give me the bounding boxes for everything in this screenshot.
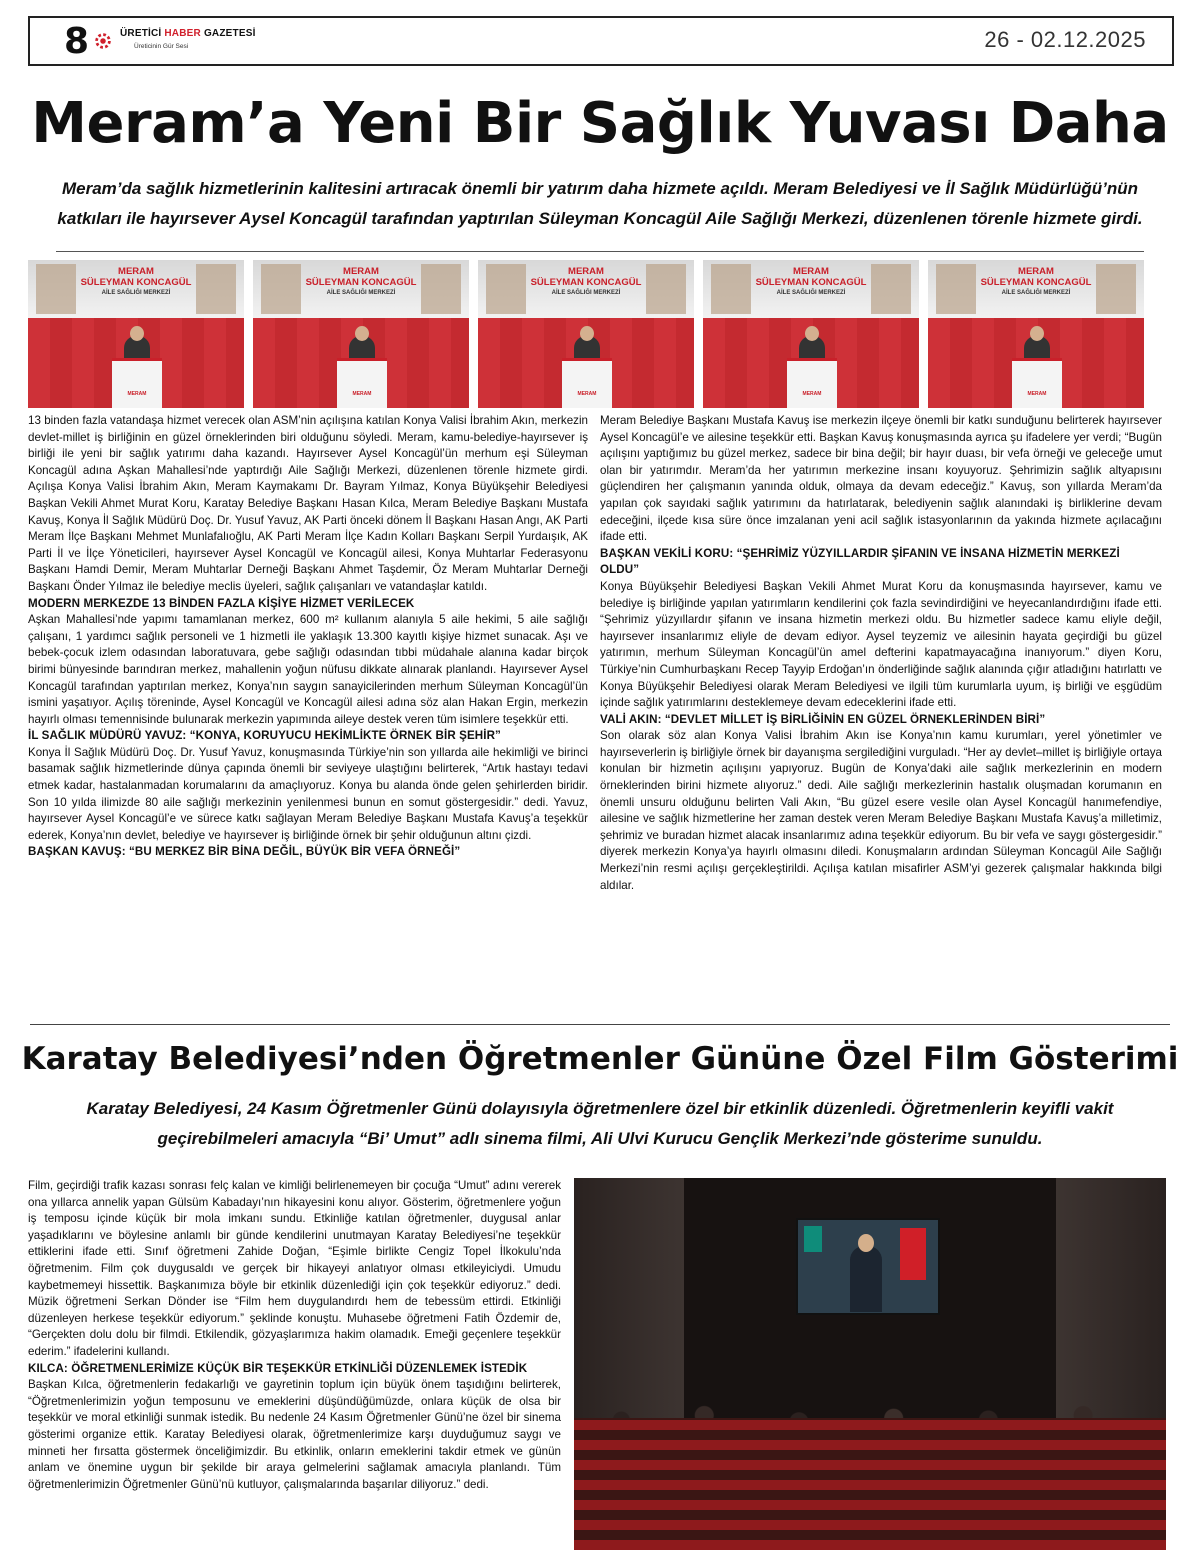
article2-deck-line1: Karatay Belediyesi, 24 Kasım Öğretmenler Günü dolayısıyla öğretmenlere özel bir etkinlik düzenledi. Öğretmenlerin keyifli vakit [86,1099,1114,1118]
ceremony-photo-5: MERAM SÜLEYMAN KONCAGÜL AİLE SAĞLIĞI MERKEZİ MERAM [928,260,1144,408]
subheading: VALİ AKIN: “DEVLET MİLLET İŞ BİRLİĞİNİN EN GÜZEL ÖRNEKLERİNDEN BİRİ” [600,712,1046,726]
cinema-screening-photo [574,1178,1166,1550]
article1-deck-line2: katkıları ile hayırsever Aysel Koncagül tarafından yaptırılan Süleyman Koncagül Aile Sağlığı Merkezi, düzenlenen törenle hizmete girdi. [57,209,1143,228]
photo-sign: MERAM SÜLEYMAN KONCAGÜL AİLE SAĞLIĞI MERKEZİ [80,266,192,296]
article1-headline: Meram’a Yeni Bir Sağlık Yuvası Daha [31,91,1169,156]
photo-sign: MERAM SÜLEYMAN KONCAGÜL AİLE SAĞLIĞI MERKEZİ [755,266,867,296]
subheading: İL SAĞLIK MÜDÜRÜ YAVUZ: “KONYA, KORUYUCU HEKİMLİKTE ÖRNEK BİR ŞEHİR” [28,729,501,743]
subheading: BAŞKAN VEKİLİ KORU: “ŞEHRİMİZ YÜZYILLARDIR ŞİFANIN VE İNSANA HİZMETİN MERKEZİ OLDU” [600,546,1120,577]
article2-deck [40,1094,1160,1154]
cinema-seats [574,1418,1166,1550]
subheading: BAŞKAN KAVUŞ: “BU MERKEZ BİR BİNA DEĞİL, BÜYÜK BİR VEFA ÖRNEĞİ” [28,845,461,859]
article1-deck-line1: Meram’da sağlık hizmetlerinin kalitesini artıracak önemli bir yatırım daha hizmete açıldı. Meram Belediyesi ve İl Sağlık Müdürlüğü’nün [61,179,1139,198]
article1-deck [40,174,1160,234]
paragraph: Konya İl Sağlık Müdürü Doç. Dr. Yusuf Yavuz, konuşmasında Türkiye’nin son yıllarda aile hekimliği ve birinci basamak sağlık hizmetlerinde dünya çapında önemli bir seviyeye ulaştığını belirterek, “Artık hastayı tedavi etmek kadar, hastalanmadan korumalarını da amaçlıyoruz. Konya bu alanda önde gelen şehirlerden biridir. Son 10 yılda ilimizde 80 aile sağlığı merkezinin yenilenmesi bunun en somut göstergesidir.” dedi. Yavuz, hayırsever Aysel Koncagül’e ve sürece katkı sağlayan Meram Belediye Başkanı Mustafa Kavuş’a teşekkür ederek, Konya’nın devlet, belediye ve hayırsever iş birliğinde örnek bir şehir olduğunun altını çizdi. [28,745,588,842]
ceremony-photo-1: MERAM SÜLEYMAN KONCAGÜL AİLE SAĞLIĞI MERKEZİ MERAM [28,260,244,408]
section-divider [30,1024,1170,1025]
logo-word-2: HABER [164,28,201,39]
paragraph: Meram Belediye Başkanı Mustafa Kavuş ise merkezin ilçeye önemli bir katkı sunduğunu belirterek hayırsever Aysel Koncagül’e ve ailesine teşekkür etti. Başkan Kavuş konuşmasında ayrıca şu ifadelere yer verdi; “Bugün açılışını yaptığımız bu güzel merkez, sadece bir bina değil; bir hayır duası, bir vefa örneği ve geleceğe umut olan bir yatırımdır. Meram’da her yatırımın merkezine insanı koyuyoruz. Şehrimizin sağlık altyapısını güçlendiren her çalışmanın yanında olduk, olmaya da devam edeceğiz.” Kavuş, son yıllarda Meram’da yapılan çok sayıdaki sağlık yatırımını da hatırlatarak, belediyenin sağlık alanındaki iş birliklerine devam edeceğini, ilçede kısa süre önce imzalanan yeni acil sağlık istasyonlarının da yakında hizmete açılacağını ifade etti. [600,414,1162,544]
divider [56,251,1144,252]
paragraph: Konya Büyükşehir Belediyesi Başkan Vekili Ahmet Murat Koru da konuşmasında hayırsever, kamu ve belediye iş birliğinde yapılan yatırımların kendilerini çok fazla sevindirdiğini ve heyecanlandırdığını ifade etti. “Şehrimiz yüzyıllardır şifanın ve insana hizmetin merkezi oldu. Bu hizmetler sadece kamu eliyle değil, hayırsever insanlarımız eliyle de devam ediyor. Aysel teyzemiz ve ailesinin hayata geçirdiği bu güzel yatırımın, merhum Süleyman Koncagül’ün amel defterini kapatmayacağına inanıyorum.” diyen Koru, Türkiye’nin Cumhurbaşkanı Recep Tayyip Erdoğan’ın önderliğinde sağlık alanında çığır atladığını hatırlattı ve Konya Büyükşehir Belediyesi olarak Meram Belediyesi ve ilgili tüm kurumlarla uyum, iş birliği ve eşgüdüm içinde sağlık yatırımlarını desteklemeye devam edeceklerini ifade etti. [600,579,1162,710]
ceremony-photo-4: MERAM SÜLEYMAN KONCAGÜL AİLE SAĞLIĞI MERKEZİ MERAM [703,260,919,408]
paragraph: Aşkan Mahallesi’nde yapımı tamamlanan merkez, 600 m² kullanım alanıyla 5 aile hekimi, 5 aile sağlığı çalışanı, 1 yardımcı sağlık personeli ve 1 hizmetli ile yaklaşık 13.300 kayıtlı kişiye hizmet sunacak. Aşı ve bebek-çocuk izlem odasından laboratuvara, gebe sağlığı odasından tıbbi müdahale alanına kadar birçok birimi bünyesinde barındıran merkez, mahallenin yoğun nüfusu dikkate alınarak planlandı. Hayırsever Aysel Koncagül tarafından yaptırılan merkez, Konya’nın saygın sanayicilerinden merhum Süleyman Koncagül’ün ismini yaşatıyor. Açılış töreninde, Aysel Koncagül ve Koncagül ailesi adına söz alan Hakan Ergin, merkezin hayırlı olması temennisinde bulunarak merkezin yapımında aileye destek veren tüm isimlere teşekkür etti. [28,613,588,726]
newspaper-logo [120,28,256,39]
photo-sign: MERAM SÜLEYMAN KONCAGÜL AİLE SAĞLIĞI MERKEZİ [305,266,417,296]
logo-tagline: Üreticinin Gür Sesi [134,43,189,50]
ceremony-photo-3: MERAM SÜLEYMAN KONCAGÜL AİLE SAĞLIĞI MERKEZİ MERAM [478,260,694,408]
logo-word-3: GAZETESİ [203,28,256,39]
article2-headline: Karatay Belediyesi’nden Öğretmenler Gününe Özel Film Gösterimi [21,1041,1179,1077]
logo-word-1: ÜRETİCİ [120,28,162,39]
subheading: MODERN MERKEZDE 13 BİNDEN FAZLA KİŞİYE HİZMET VERİLECEK [28,596,415,610]
paragraph: 13 binden fazla vatandaşa hizmet verecek olan ASM’nin açılışına katılan Konya Valisi İbrahim Akın, merkezin devlet-millet iş birliğinin en güzel örneklerinden biri olduğunu söyledi. Meram, kamu-belediye-hayırsever iş birliği ile yeni bir sağlık yatırımı daha kazandı. Hayırsever Aysel Koncagül’ün merhum eşi Süleyman Koncagül adına Aşkan Mahallesi’nde yaptırdığı Aile Sağlığı Merkezi, düzenlenen törenle hizmete girdi. Açılışa Konya Valisi İbrahim Akın, Meram Kaymakamı Dr. Bayram Yılmaz, Konya Büyükşehir Belediyesi Başkan Vekili Ahmet Murat Koru, Karatay Belediye Başkanı Hasan Kılca, Meram Belediye Başkanı Mustafa Kavuş, Konya İl Sağlık Müdürü Doç. Dr. Yusuf Yavuz, AK Parti önceki dönem İl Başkanı Hasan Angı, AK Parti Meram İlçe Başkanı Mehmet Munlafalıoğlu, AK Parti Meram İlçe Kadın Kolları Başkanı Serpil Yurdaışık, AK Parti İl ve İlçe Yöneticileri, hayırsever Aysel Koncagül ve Koncagül ailesi, Konya Muhtarlar Federasyonu Başkanı Hamdi Demir, Meram Muhtarlar Derneği Başkanı Ahmet Taşdemir, Öz Meram Muhtarlar Derneği Başkanı Önder Yılmaz ile belediye meclis üyeleri, sağlık çalışanları ve vatandaşlar katıldı. [28,414,588,593]
cinema-screen [796,1218,940,1315]
paragraph: Son olarak söz alan Konya Valisi İbrahim Akın ise Konya’nın kamu kurumları, yerel yönetimler ve hayırseverlerin iş birliğiyle örnek bir dayanışma sergilediğini vurguladı. “Her ay devlet–millet iş birliğiyle ortaya konulan bir hizmetin açılışını yapıyoruz. Bugün de Konya’daki aile sağlık merkezlerinin en modern örneklerinden birini hizmete alıyoruz.” dedi. Aile sağlığı merkezlerinin hastalık oluşmadan korumanın en önemli unsuru olduğunu belirten Vali Akın, “Bu güzel esere vesile olan Aysel Koncagül hanımefendiye, ailesine ve sağlık hizmetlerine her zaman destek veren Meram Belediye Başkanı Mustafa Kavuş’a milletimiz, şehrimiz ve buradan hizmet alacak insanlarımız adına teşekkür ediyorum. Bu bir vefa ve saygı göstergesidir.” diyerek merkezin Konya’ya hayırlı olmasını diledi. Konuşmaların ardından Süleyman Koncagül Aile Sağlığı Merkezi’nin resmi açılışı gerçekleştirildi. Açılışa katılan misafirler ASM’yi gezerek çalışmalar hakkında bilgi aldılar. [600,729,1162,892]
article2-column [28,1178,561,1493]
page-header [28,16,1174,66]
subheading: KILCA: ÖĞRETMENLERİMİZE KÜÇÜK BİR TEŞEKKÜR ETKİNLİĞİ DÜZENLEMEK İSTEDİK [28,1361,528,1375]
paragraph: Film, geçirdiği trafik kazası sonrası felç kalan ve kimliği belirlenemeyen bir çocuğa “Umut” adını vererek ona yıllarca annelik yapan Gülsüm Kabadayı’nın hikayesini konu alıyor. Gösterim, öğretmenlere yoğun iş temposu içinde küçük bir mola imkanı sundu. Etkinliğe katılan öğretmenler, duygusal anlar yaşadıklarını ve böylesine anlamlı bir günde kendilerini unutmayan Karatay Belediyesi’ne teşekkür ettiklerini ifade etti. Sınıf öğretmeni Zahide Doğan, “Eşimle birlikte Cengiz Topel İlkokulu’nda öğretmenim. Film çok duygusaldı ve gerçek bir hikayeyi anlatıyor olması etkileyiciydi. Umudu kaybetmemeyi hissettik. Başkanımıza böyle bir etkinlik düzenlediği için çok teşekkür ediyoruz.” dedi. Müzik öğretmeni Serkan Dönder ise “Film hem duygulandırdı hem de tebessüm ettirdi. Etkinliği düzenleyen herkese teşekkür ediyorum.” şeklinde konuştu. Muhasebe öğretmeni Fatih Özdemir de, “Gerçekten dolu dolu bir filmdi. Etkilendik, gözyaşlarımıza hakim olamadık. Emeği geçenlere teşekkür ederim.” ifadelerini kullandı. [28,1179,561,1358]
photo-sign: MERAM SÜLEYMAN KONCAGÜL AİLE SAĞLIĞI MERKEZİ [980,266,1092,296]
karatay-logo [804,1226,822,1252]
photo-sign: MERAM SÜLEYMAN KONCAGÜL AİLE SAĞLIĞI MERKEZİ [530,266,642,296]
article1-column-left [28,413,588,861]
gear-icon [92,30,114,52]
ceremony-photo-2: MERAM SÜLEYMAN KONCAGÜL AİLE SAĞLIĞI MERKEZİ MERAM [253,260,469,408]
paragraph: Başkan Kılca, öğretmenlerin fedakarlığı ve gayretinin toplum için büyük önem taşıdığını belirterek, “Öğretmenlerimizin yoğun temposunu ve emeklerini düşündüğümüzde, onlara küçük de olsa bir teşekkür ve moral etkinliği sunmak istedik. Bu nedenle 24 Kasım Öğretmenler Günü’ne özel bir sinema gösterimi organize ettik. Karatay Belediyesi olarak, öğretmenlerimize karşı duyduğumuz saygı ve minneti her fırsatta göstermek önceliğimizdir. Bu etkinlik, onların emeklerini takdir etmek ve günün anlam ve önemine uygun bir şekilde bir araya gelmelerini sağlamak amacıyla planlandı. Tüm öğretmenlerimizin Öğretmenler Günü’nü kutluyor, çalışmalarında başarılar diliyoruz.” dedi. [28,1378,561,1491]
article2-deck-line2: geçirebilmeleri amacıyla “Bi’ Umut” adlı sinema filmi, Ali Ulvi Kurucu Gençlik Merkezi’nde gösterime sunuldu. [157,1129,1043,1148]
page-number: 8 [64,21,90,62]
article1-column-right [600,413,1162,894]
issue-date: 26 - 02.12.2025 [984,27,1146,52]
turkish-flag-icon [900,1228,926,1280]
